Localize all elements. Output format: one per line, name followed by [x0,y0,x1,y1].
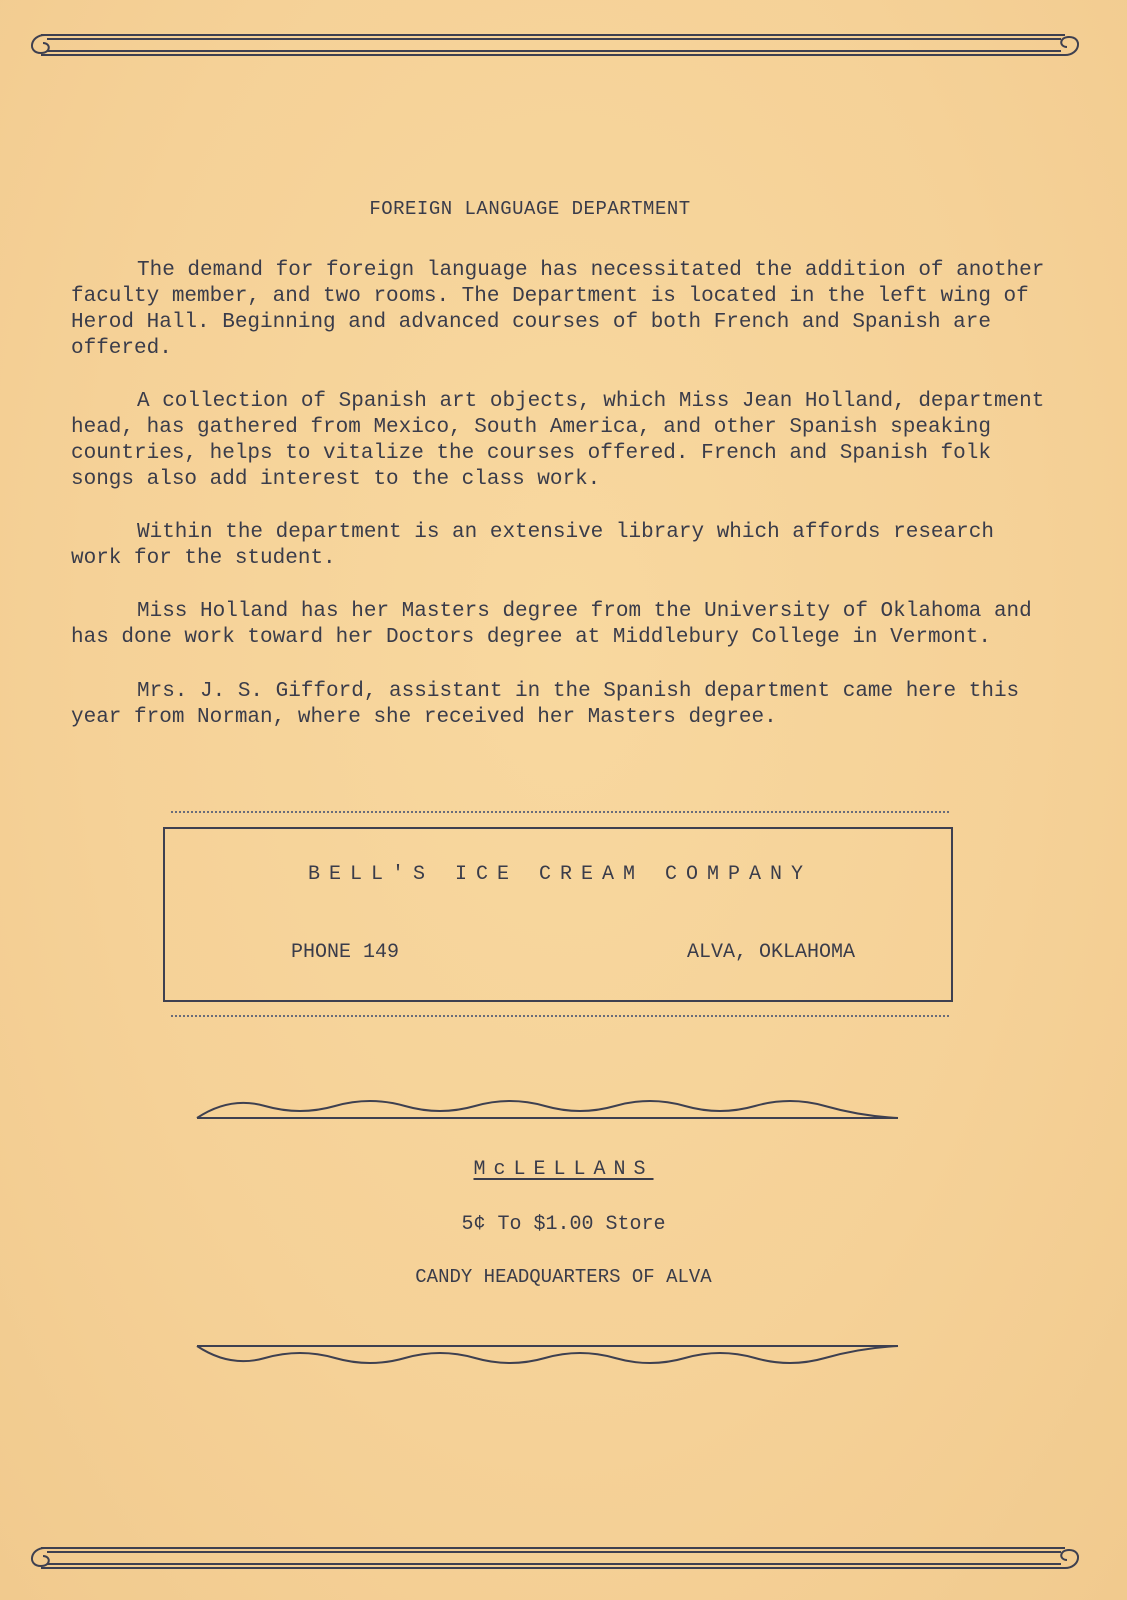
bottom-scroll-border [25,1538,1085,1578]
article-body [71,258,1056,758]
store-tagline: 5¢ To $1.00 Store [461,1213,666,1236]
paragraph: Mrs. J. S. Gifford, assistant in the Spanish department came here this year from Norman, where she received her Masters degree. [71,680,1032,729]
dotted-divider [171,1015,949,1017]
paragraph: Miss Holland has her Masters degree from the University of Oklahoma and has done work toward her Doctors degree at Middlebury College in Vermont. [71,600,1045,649]
paragraph: A collection of Spanish art objects, which Miss Jean Holland, department head, has gathered from Mexico, South America, and other Spanish speaking countries, helps to vitalize the courses offered. French and Spanish folk songs also add interest to the class work. [71,390,1057,491]
scallop-border-top [195,1092,900,1122]
paragraph: Within the department is an extensive library which affords research work for the student. [71,521,1007,570]
page-title: FOREIGN LANGUAGE DEPARTMENT [369,198,691,220]
paragraph: The demand for foreign language has necessitated the addition of another faculty member, and two rooms. The Department is located in the left wing of Herod Hall. Beginning and advanced courses of both French and Spanish are offered. [71,259,1057,360]
store-slogan: CANDY HEADQUARTERS OF ALVA [415,1266,712,1288]
scallop-border-bottom [195,1342,900,1372]
ad-frame [163,827,953,1002]
store-name: McLELLANS [473,1158,654,1181]
dotted-divider [171,811,949,813]
ad-phone: PHONE 149 [291,941,400,964]
top-scroll-border [25,25,1085,65]
ad-company-name: BELL'S ICE CREAM COMPANY [307,863,813,886]
bells-ad [163,815,953,1015]
ad-city: ALVA, OKLAHOMA [686,941,855,964]
